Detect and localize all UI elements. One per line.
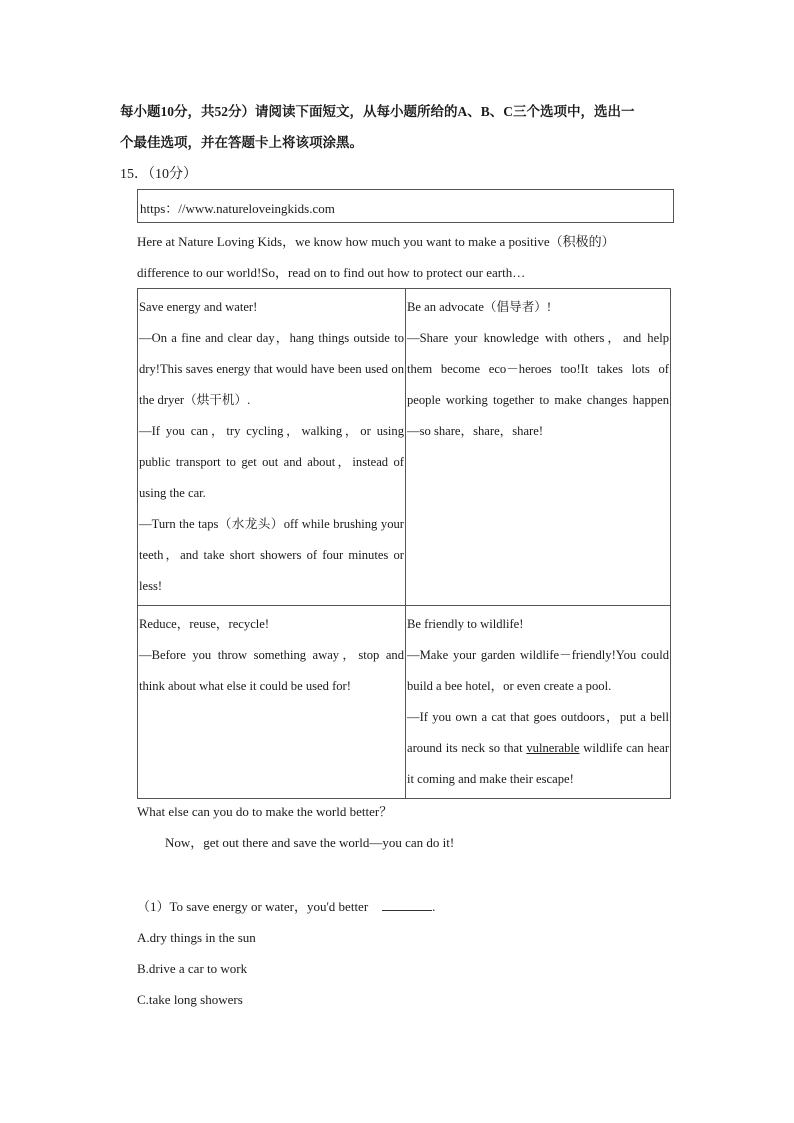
tips-table bbox=[137, 288, 671, 799]
question-1-end: . bbox=[432, 899, 436, 914]
cell-paragraph bbox=[407, 702, 669, 795]
option-c: C.take long showers bbox=[137, 992, 243, 1007]
text-segment: wildlife can hear it coming and make their escape! bbox=[407, 741, 670, 786]
question-number: 15．（10分） bbox=[120, 167, 197, 182]
url-box bbox=[137, 189, 674, 223]
cell-title: Be an advocate（倡导者）! bbox=[407, 300, 552, 314]
cell-friendly-wildlife bbox=[406, 606, 671, 799]
intro-instructions bbox=[120, 96, 680, 158]
lead-line-2: difference to our world!So，read on to find out how to protect our earth… bbox=[137, 265, 526, 280]
cell-title: Save energy and water! bbox=[139, 300, 258, 314]
intro-line-2: 个最佳选项，并在答题卡上将该项涂黑。 bbox=[120, 135, 363, 150]
closing-question: What else can you do to make the world better？ bbox=[137, 804, 393, 819]
text-segment: —If you own a cat that goes outdoors，put a bell around its neck so that bbox=[407, 710, 669, 755]
cell-paragraph: —Make your garden wildlife－friendly!You could build a bee hotel，or even create a pool. bbox=[407, 648, 669, 693]
cell-title: Be friendly to wildlife! bbox=[407, 617, 524, 631]
lead-paragraph bbox=[137, 226, 615, 288]
option-a: A.dry things in the sun bbox=[137, 930, 256, 945]
table-row bbox=[138, 289, 671, 606]
question-1-stem bbox=[137, 897, 435, 917]
underlined-word: vulnerable bbox=[526, 741, 580, 755]
answer-blank bbox=[382, 898, 432, 911]
cell-paragraph: —If you can，try cycling，walking，or using public transport to get out and about，instead of using the car. bbox=[139, 424, 404, 500]
cell-save-energy bbox=[138, 289, 406, 606]
question-1-text: （1）To save energy or water，you'd better bbox=[137, 899, 369, 914]
cell-paragraph: —Before you throw something away，stop and think about what else it could be used for! bbox=[139, 648, 404, 693]
cell-reduce-reuse-recycle bbox=[138, 606, 406, 799]
lead-line-1: Here at Nature Loving Kids，we know how much you want to make a positive（积极的） bbox=[137, 234, 615, 249]
cell-title: Reduce，reuse，recycle! bbox=[139, 617, 270, 631]
url-text: https：//www.natureloveingkids.com bbox=[140, 201, 335, 216]
cell-paragraph: —On a fine and clear day，hang things outside to dry!This saves energy that would have been used on the dryer（烘干机）. bbox=[139, 331, 404, 407]
option-b: B.drive a car to work bbox=[137, 961, 248, 976]
intro-line-1: 每小题10分，共52分）请阅读下面短文，从每小题所给的A、B、C三个选项中，选出一 bbox=[120, 104, 635, 119]
cell-paragraph: —Share your knowledge with others，and help them become eco－heroes too!It takes lots of people working together to make changes happen—so share，share，share! bbox=[407, 331, 669, 438]
table-row bbox=[138, 606, 671, 799]
closing-sentence: Now，get out there and save the world—you can do it! bbox=[165, 835, 455, 850]
cell-be-advocate bbox=[406, 289, 671, 606]
cell-paragraph: —Turn the taps（水龙头）off while brushing your teeth，and take short showers of four minutes or less! bbox=[139, 517, 404, 593]
